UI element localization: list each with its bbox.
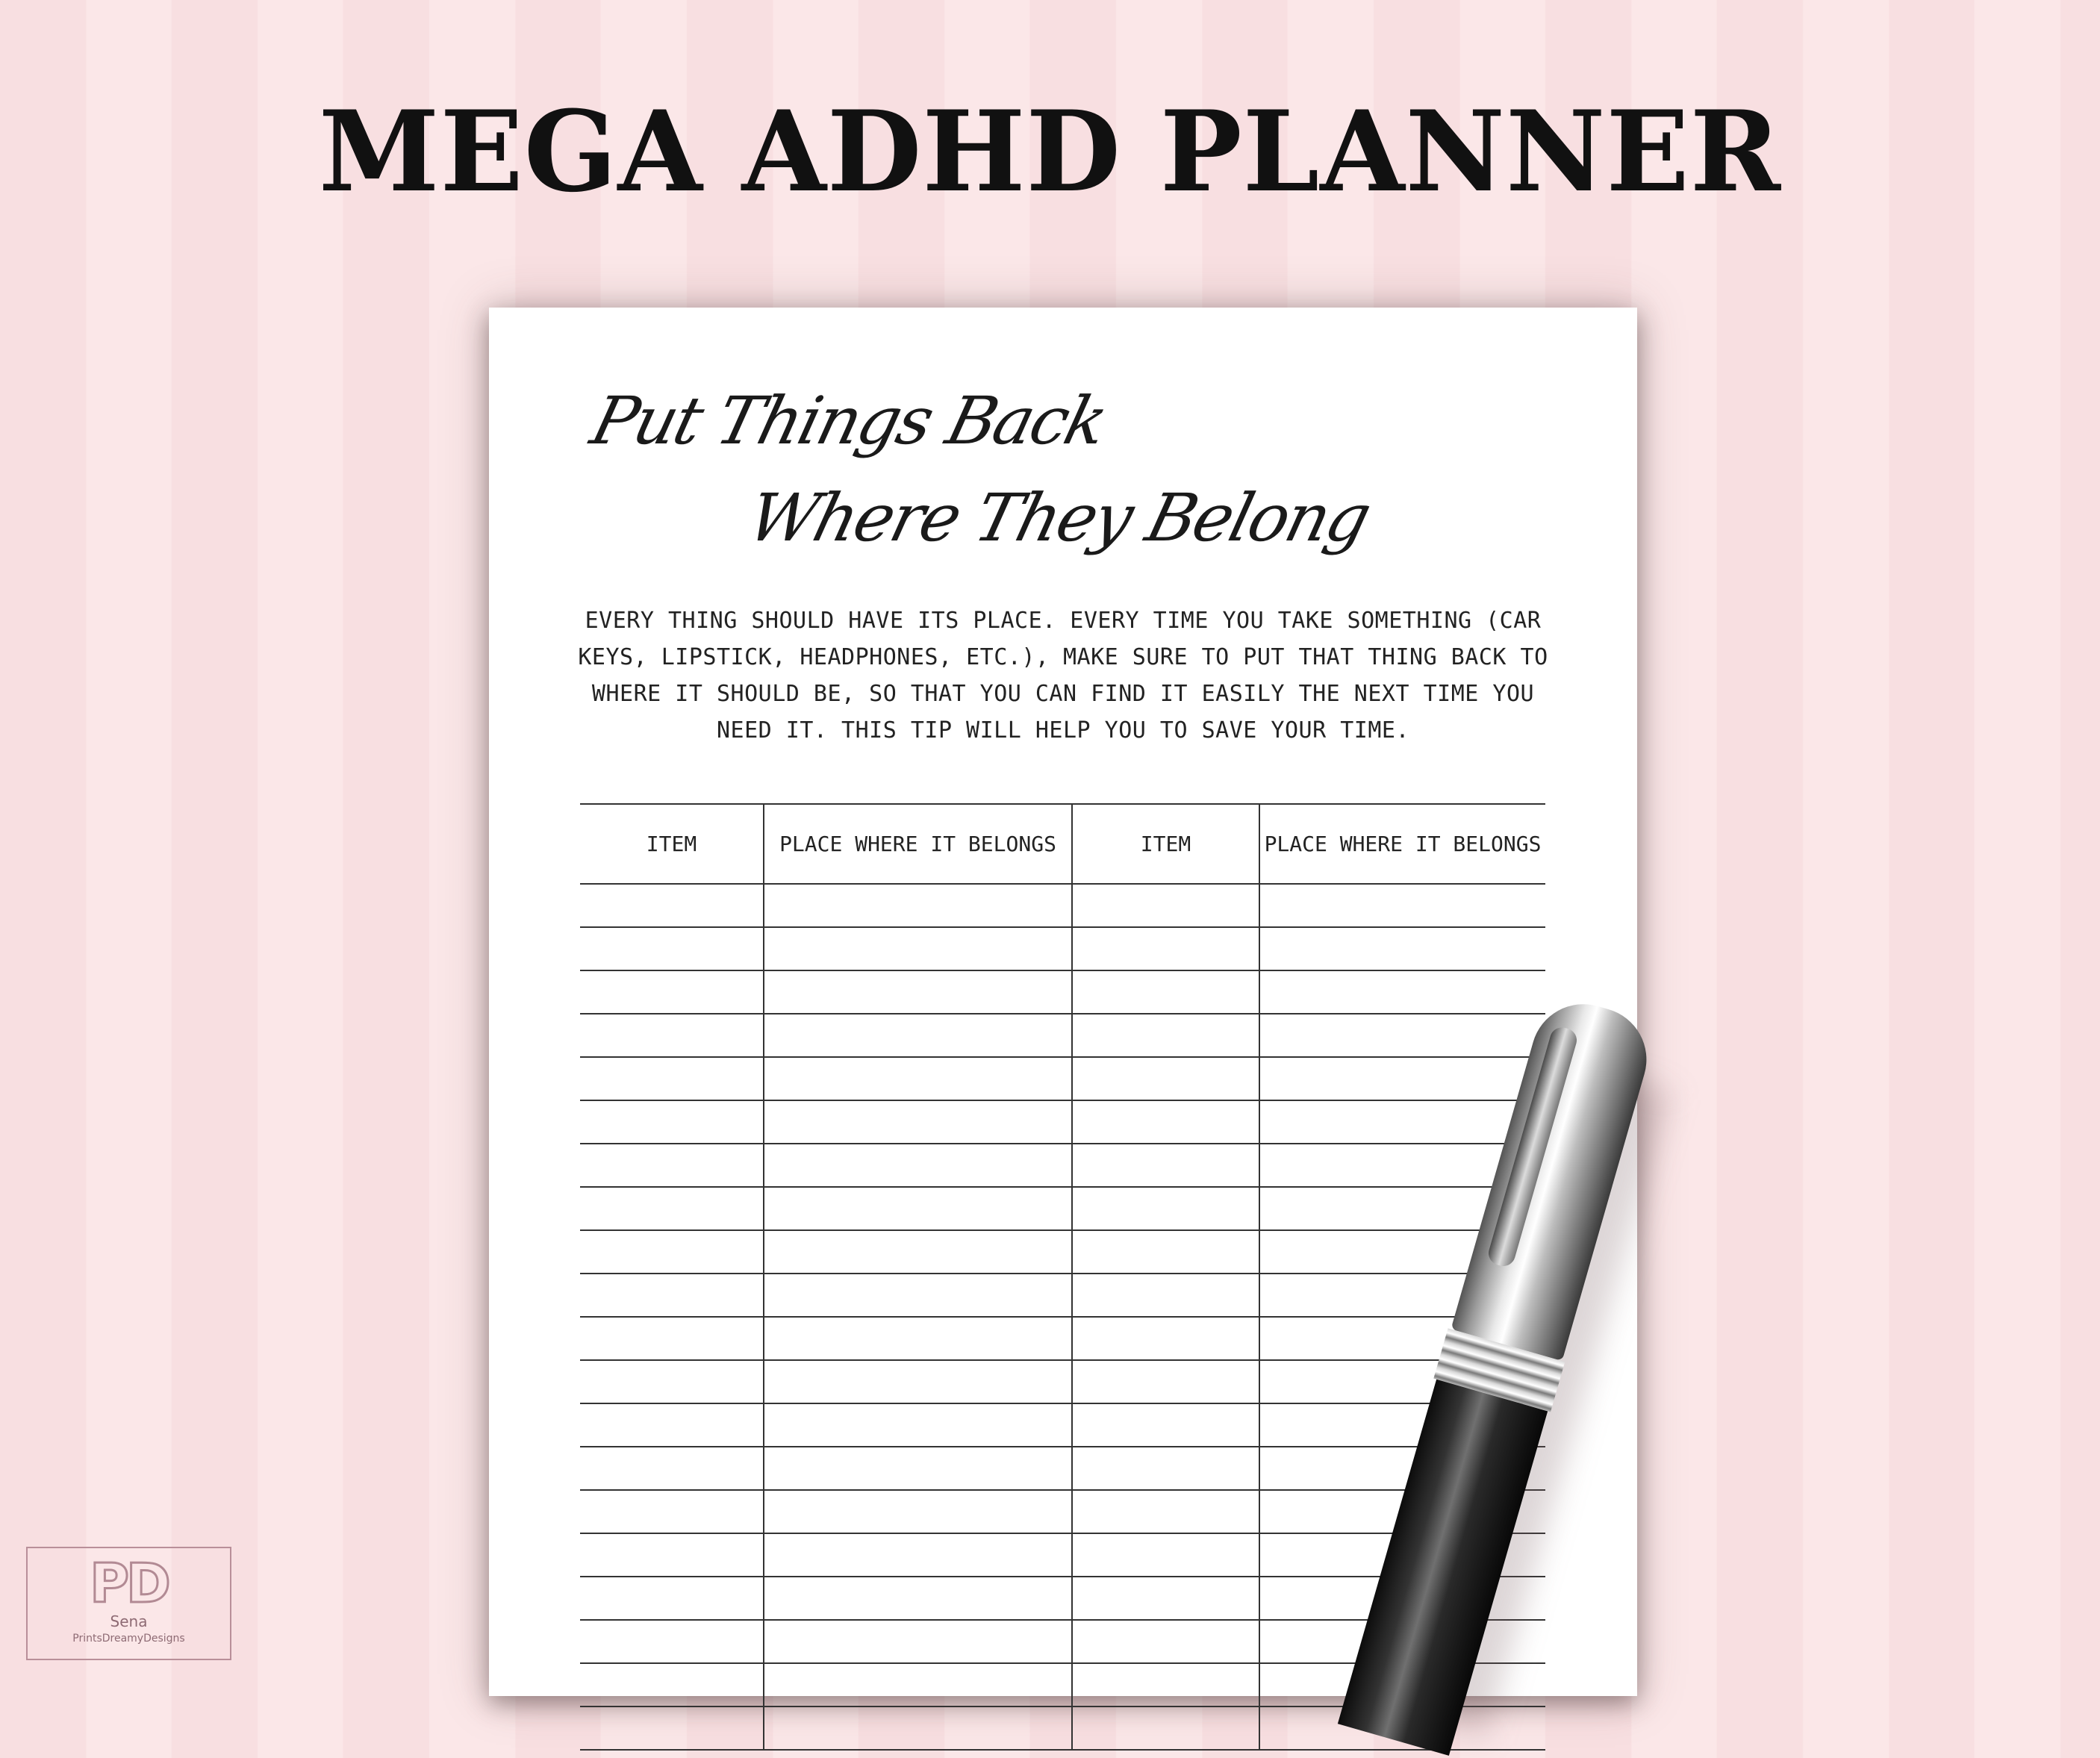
table-row (580, 1057, 1545, 1100)
table-cell[interactable] (580, 1663, 764, 1706)
table-cell[interactable] (580, 1490, 764, 1533)
logo-name: Sena (110, 1612, 148, 1630)
table-cell[interactable] (1259, 884, 1545, 927)
table-cell[interactable] (1072, 1230, 1259, 1274)
table-cell[interactable] (1072, 1403, 1259, 1447)
table-cell[interactable] (1259, 1014, 1545, 1057)
table-cell[interactable] (580, 1533, 764, 1577)
header-place-1: PLACE WHERE IT BELONGS (764, 804, 1072, 884)
header-place-2: PLACE WHERE IT BELONGS (1259, 804, 1545, 884)
table-cell[interactable] (1072, 1100, 1259, 1144)
table-cell[interactable] (764, 1144, 1072, 1187)
table-cell[interactable] (1072, 1360, 1259, 1403)
table-row (580, 1187, 1545, 1230)
table-cell[interactable] (1072, 970, 1259, 1014)
table-cell[interactable] (764, 970, 1072, 1014)
table-cell[interactable] (764, 1187, 1072, 1230)
table-cell[interactable] (764, 1706, 1072, 1750)
table-cell[interactable] (764, 1057, 1072, 1100)
table-row (580, 1274, 1545, 1317)
table-cell[interactable] (764, 1360, 1072, 1403)
table-row (580, 1144, 1545, 1187)
table-cell[interactable] (580, 1014, 764, 1057)
table-cell[interactable] (764, 1014, 1072, 1057)
table-row (580, 1100, 1545, 1144)
header-item-2: ITEM (1072, 804, 1259, 884)
table-row (580, 1230, 1545, 1274)
page-headline: MEGA ADHD PLANNER (318, 87, 1782, 217)
table-cell[interactable] (764, 1317, 1072, 1360)
table-cell[interactable] (1072, 1577, 1259, 1620)
table-cell[interactable] (764, 1663, 1072, 1706)
table-row (580, 1014, 1545, 1057)
table-cell[interactable] (1072, 1144, 1259, 1187)
table-row (580, 884, 1545, 927)
table-cell[interactable] (580, 884, 764, 927)
header-item-1: ITEM (580, 804, 764, 884)
table-cell[interactable] (764, 1620, 1072, 1663)
pd-logo-icon: PD (90, 1552, 168, 1615)
table-cell[interactable] (1259, 927, 1545, 970)
title-line-2: Where They Belong (741, 479, 1377, 556)
table-cell[interactable] (1072, 1317, 1259, 1360)
table-cell[interactable] (580, 1403, 764, 1447)
table-cell[interactable] (580, 1100, 764, 1144)
sheet-script-title (584, 367, 1377, 606)
table-cell[interactable] (1072, 1014, 1259, 1057)
table-cell[interactable] (1072, 1620, 1259, 1663)
table-cell[interactable] (580, 927, 764, 970)
table-row (580, 1317, 1545, 1360)
table-row (580, 927, 1545, 970)
table-cell[interactable] (764, 1274, 1072, 1317)
table-cell[interactable] (580, 1706, 764, 1750)
table-cell[interactable] (580, 1144, 764, 1187)
table-cell[interactable] (764, 1490, 1072, 1533)
table-cell[interactable] (580, 970, 764, 1014)
sheet-description: EVERY THING SHOULD HAVE ITS PLACE. EVERY TIME YOU TAKE SOMETHING (CAR KEYS, LIPSTICK, HEADPHONES, ETC.), MAKE SURE TO PUT THAT THING BACK TO WHERE IT SHOULD BE, SO THAT YOU CAN FIND IT EASILY THE NEXT TIME YOU NEED IT. THIS TIP WILL HELP YOU TO SAVE YOUR TIME. (578, 608, 1548, 744)
table-cell[interactable] (580, 1230, 764, 1274)
table-cell[interactable] (1072, 1663, 1259, 1706)
title-line-1: Put Things Back (584, 382, 1114, 459)
table-cell[interactable] (764, 1577, 1072, 1620)
shop-logo (26, 1547, 231, 1660)
table-cell[interactable] (764, 927, 1072, 970)
table-cell[interactable] (580, 1360, 764, 1403)
table-cell[interactable] (580, 1274, 764, 1317)
table-cell[interactable] (1072, 1187, 1259, 1230)
table-row (580, 1360, 1545, 1403)
table-cell[interactable] (580, 1187, 764, 1230)
table-cell[interactable] (1072, 1274, 1259, 1317)
table-cell[interactable] (580, 1577, 764, 1620)
table-cell[interactable] (764, 1100, 1072, 1144)
table-cell[interactable] (764, 884, 1072, 927)
table-cell[interactable] (580, 1057, 764, 1100)
table-cell[interactable] (1072, 1447, 1259, 1490)
table-cell[interactable] (764, 1403, 1072, 1447)
table-cell[interactable] (1072, 884, 1259, 927)
table-cell[interactable] (580, 1447, 764, 1490)
table-cell[interactable] (764, 1447, 1072, 1490)
table-cell[interactable] (1072, 1490, 1259, 1533)
table-cell[interactable] (580, 1620, 764, 1663)
table-row (580, 970, 1545, 1014)
table-cell[interactable] (1072, 1057, 1259, 1100)
table-cell[interactable] (764, 1230, 1072, 1274)
table-cell[interactable] (1259, 970, 1545, 1014)
table-cell[interactable] (1072, 927, 1259, 970)
table-cell[interactable] (1072, 1533, 1259, 1577)
table-cell[interactable] (764, 1533, 1072, 1577)
table-header-row (580, 804, 1545, 884)
table-cell[interactable] (580, 1317, 764, 1360)
table-cell[interactable] (1072, 1706, 1259, 1750)
table-cell[interactable] (1259, 1057, 1545, 1100)
table-row (580, 1403, 1545, 1447)
logo-shop-name: PrintsDreamyDesigns (72, 1633, 185, 1645)
